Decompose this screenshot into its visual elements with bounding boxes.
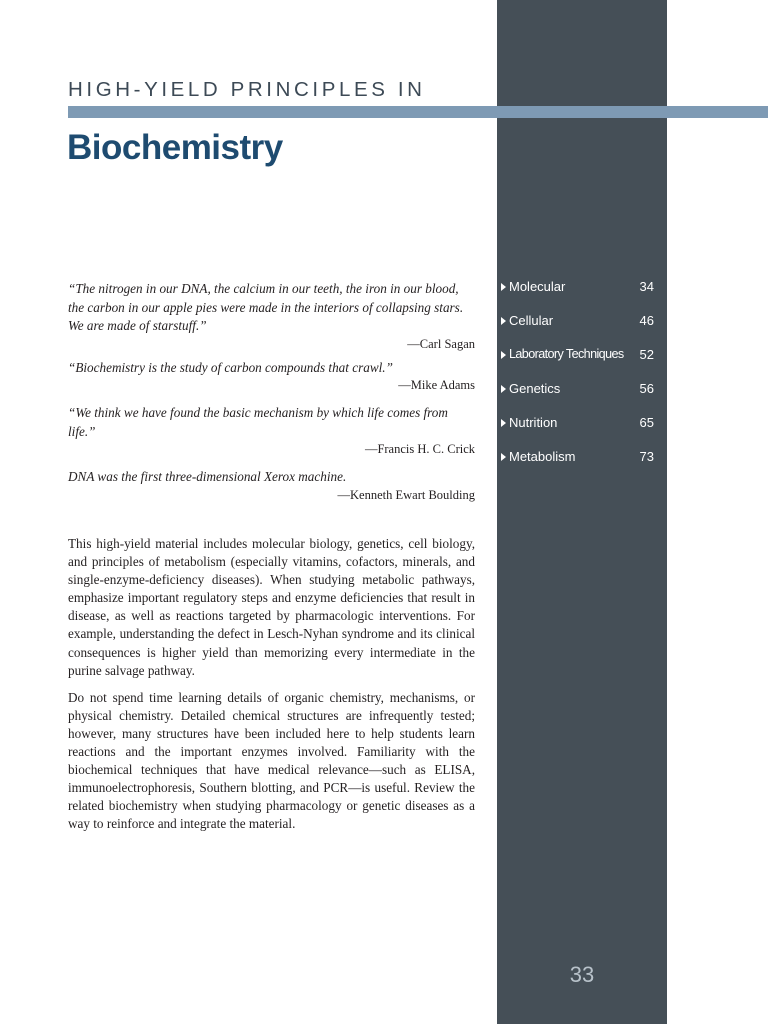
quote-text: “Biochemistry is the study of carbon compounds that crawl.” [68,359,393,375]
quote-text: DNA was the first three-dimensional Xerox machine. [68,469,347,484]
body-paragraph: This high-yield material includes molecular biology, genetics, cell biology, and principles of metabolism (especially vitamins, cofactors, minerals, and single-enzyme-deficiency diseases). When studying metabolic pathways, emphasize important regulatory steps and enzyme deficiencies that result in disease, as well as reactions targeted by pharmacologic interventions. For example, understanding the defect in Lesch-Nyhan syndrome and its clinical consequences is higher yield than memorizing every intermediate in the purine salvage pathway. [68,536,475,678]
chapter-title: Biochemistry [67,128,283,167]
sidebar-panel [497,0,667,1024]
quote-author: —Mike Adams [398,378,475,392]
page-number: 33 [569,962,595,987]
triangle-right-icon [501,351,506,359]
toc-page-number: 34 [639,279,654,294]
toc-item-cellular[interactable] [501,313,654,347]
body-paragraph: Do not spend time learning details of organic chemistry, mechanisms, or physical chemistry. Detailed chemical structures are infrequently tested; however, many structures have been included here to help students learn reactions and the important enzymes involved. Familiarity with the biochemical techniques that have medical relevance—such as ELISA, immunoelectrophoresis, Southern blotting, and PCR—is useful. Review the related biochemistry when studying pharmacology or genetic diseases as a way to reinforce and integrate the material. [68,689,475,832]
triangle-right-icon [501,317,506,325]
toc-label: Metabolism [509,449,576,464]
toc-page-number: 52 [639,347,654,362]
toc-label: Genetics [509,381,561,396]
toc-page-number: 46 [639,313,654,328]
toc-page-number: 73 [639,449,654,464]
toc-item-nutrition[interactable] [501,415,654,449]
toc-item-genetics[interactable] [501,381,654,415]
quote-author: —Carl Sagan [407,336,475,351]
toc-page-number: 65 [639,415,654,430]
triangle-right-icon [501,453,506,461]
toc-item-molecular[interactable] [501,279,654,313]
quote-text: “We think we have found the basic mechanism by which life comes from life.” [68,405,448,439]
toc-label: Nutrition [509,415,558,430]
toc-label: Molecular [509,279,566,294]
toc-item-laboratory-techniques[interactable] [501,347,654,381]
triangle-right-icon [501,385,506,393]
quote-author: —Kenneth Ewart Boulding [337,487,475,502]
triangle-right-icon [501,419,506,427]
quote-text: “The nitrogen in our DNA, the calcium in our teeth, the iron in our blood, the carbon in our apple pies were made in the interiors of collapsing stars. We are made of starstuff.” [68,281,464,333]
toc-label: Cellular [509,313,554,328]
section-contents [501,279,654,483]
intro-body [68,535,475,843]
toc-label: Laboratory Techniques [509,347,624,361]
epigraph-quotes [68,280,475,504]
quote-author: —Francis H. C. Crick [364,442,475,456]
title-rule [68,106,768,118]
chapter-supertitle: HIGH-YIELD PRINCIPLES IN [68,78,426,101]
toc-item-metabolism[interactable] [501,449,654,483]
toc-page-number: 56 [639,381,654,396]
triangle-right-icon [501,283,506,291]
